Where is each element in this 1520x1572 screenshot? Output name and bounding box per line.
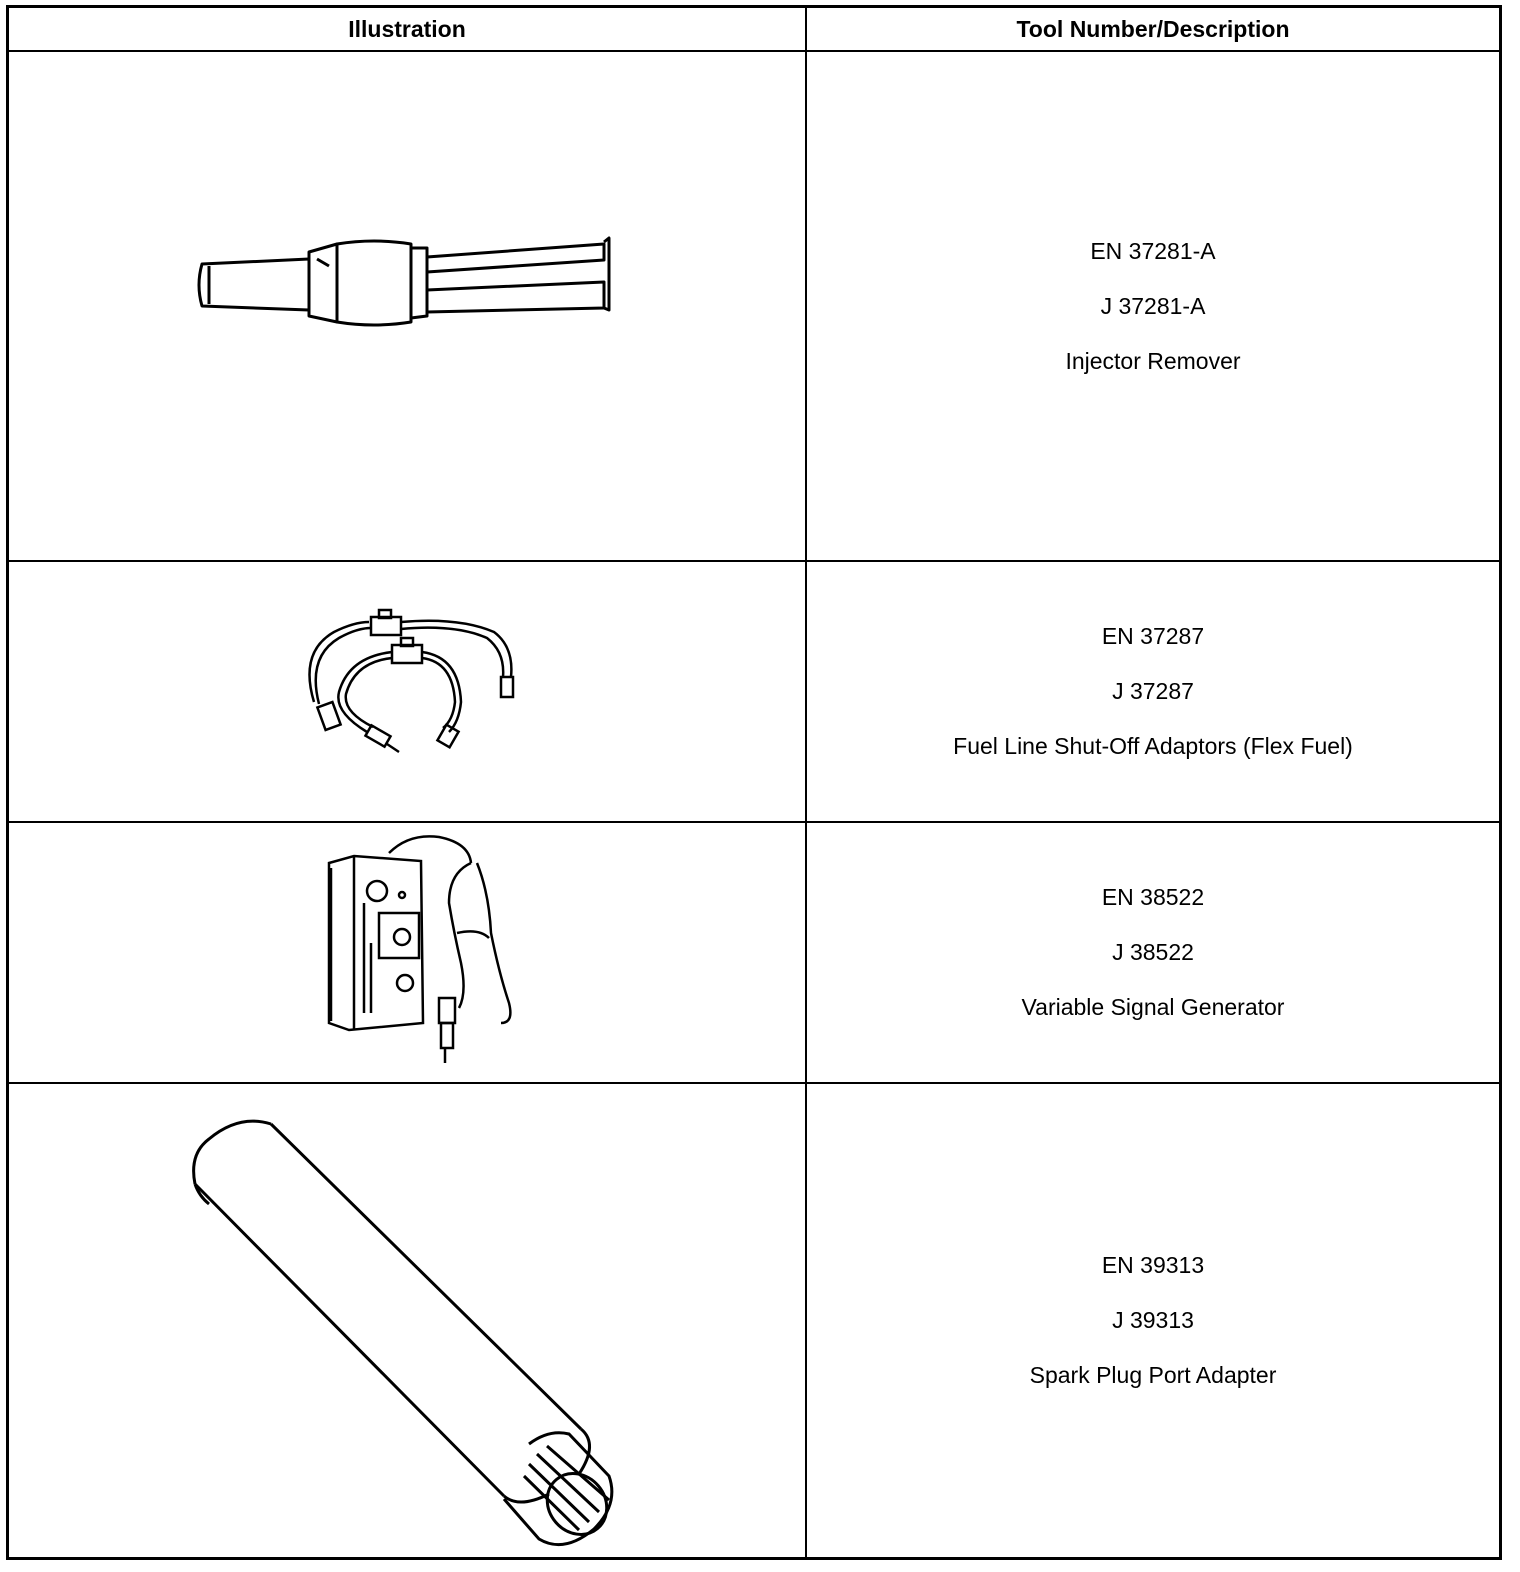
tool-description	[807, 562, 1499, 821]
j-number: J 39313	[1112, 1307, 1194, 1333]
en-number: EN 38522	[1101, 884, 1205, 910]
signal-generator-illustration	[9, 823, 805, 1082]
header-tool-description: Tool Number/Description	[1016, 15, 1290, 42]
signal-generator-icon	[9, 823, 805, 1082]
table-row	[9, 1084, 1499, 1557]
table-row	[9, 562, 1499, 821]
tool-name: Injector Remover	[1065, 347, 1241, 374]
injector-remover-illustration	[9, 52, 805, 560]
spark-plug-adapter-icon	[9, 1084, 805, 1557]
en-number: EN 37281-A	[1090, 237, 1216, 264]
j-number: J 37287	[1112, 678, 1194, 704]
tools-table	[6, 5, 1502, 1560]
tool-name: Variable Signal Generator	[1021, 994, 1285, 1020]
injector-remover-icon	[9, 52, 805, 560]
tool-name: Fuel Line Shut-Off Adaptors (Flex Fuel)	[953, 733, 1353, 759]
header-illustration: Illustration	[348, 15, 466, 42]
j-number: J 37281-A	[1100, 292, 1206, 319]
tool-description	[807, 52, 1499, 560]
fuel-line-adaptors-icon	[9, 562, 805, 821]
spark-plug-adapter-illustration	[9, 1084, 805, 1557]
tool-name: Spark Plug Port Adapter	[1029, 1362, 1277, 1388]
fuel-line-adaptors-illustration	[9, 562, 805, 821]
table-row	[9, 52, 1499, 560]
tool-description	[807, 823, 1499, 1082]
en-number: EN 37287	[1101, 623, 1205, 649]
en-number: EN 39313	[1101, 1252, 1205, 1278]
table-row	[9, 823, 1499, 1082]
tool-description	[807, 1084, 1499, 1557]
j-number: J 38522	[1112, 939, 1194, 965]
